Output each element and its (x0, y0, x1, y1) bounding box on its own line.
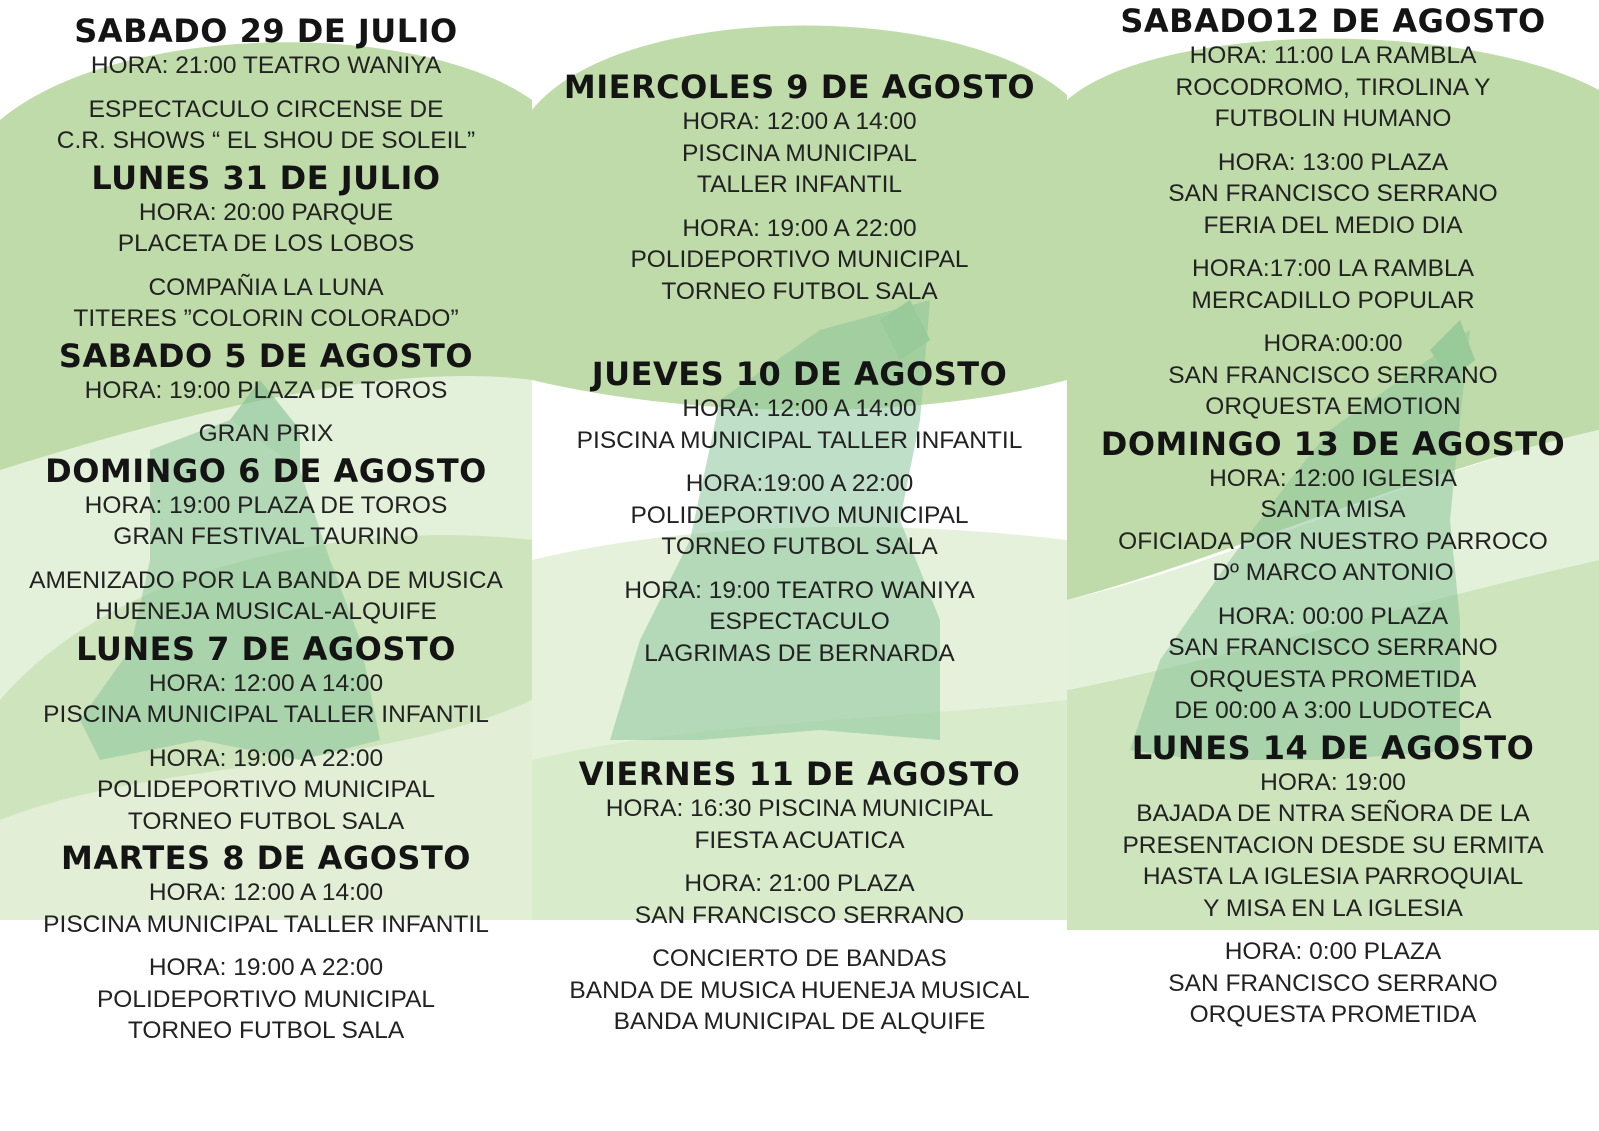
event-line: HORA: 12:00 A 14:00 (682, 395, 917, 422)
event-line: ORQUESTA PROMETIDA (1189, 1001, 1477, 1028)
event-line: HORA: 16:30 PISCINA MUNICIPAL (605, 795, 994, 822)
event-block (0, 418, 532, 450)
event-line: SANTA MISA (1260, 496, 1406, 523)
event-line: PISCINA MUNICIPAL TALLER INFANTIL (576, 426, 1023, 454)
event-line: POLIDEPORTIVO MUNICIPAL (630, 246, 969, 273)
event-block (1067, 328, 1599, 423)
event-line: HORA: 11:00 LA RAMBLA (1189, 42, 1477, 69)
day-section (1067, 728, 1599, 1031)
day-heading: LUNES 14 DE AGOSTO (1131, 728, 1535, 767)
event-block (1067, 253, 1599, 316)
day-section (0, 451, 532, 628)
event-line: SAN FRANCISCO SERRANO (1168, 180, 1498, 207)
event-block (0, 877, 532, 940)
event-line: FERIA DEL MEDIO DIA (1203, 211, 1463, 239)
event-block (0, 952, 532, 1047)
event-block (0, 94, 532, 157)
day-heading: DOMINGO 6 DE AGOSTO (45, 451, 487, 490)
event-block (532, 575, 1067, 670)
event-block (1067, 767, 1599, 925)
event-line: BAJADA DE NTRA SEÑORA DE LA (1136, 800, 1530, 827)
event-block (0, 197, 532, 260)
event-block (1067, 147, 1599, 242)
event-line: DE 00:00 A 3:00 LUDOTECA (1174, 697, 1492, 724)
event-line: HORA: 20:00 PARQUE (138, 198, 394, 226)
event-line: HORA:17:00 LA RAMBLA (1192, 255, 1474, 282)
event-block (1067, 936, 1599, 1031)
event-line: TORNEO FUTBOL SALA (661, 533, 938, 560)
day-heading: MIERCOLES 9 DE AGOSTO (563, 68, 1036, 106)
event-line: AMENIZADO POR LA BANDA DE MUSICA (29, 566, 503, 594)
event-block (0, 565, 532, 628)
event-line: TITERES ”COLORIN COLORADO” (73, 305, 459, 332)
event-block (532, 793, 1067, 856)
event-line: PRESENTACION DESDE SU ERMITA (1122, 831, 1544, 859)
event-block (0, 50, 532, 82)
event-line: HORA: 19:00 A 22:00 (148, 954, 384, 981)
event-block (532, 393, 1067, 456)
event-line: SAN FRANCISCO SERRANO (634, 901, 965, 929)
event-block (532, 106, 1067, 201)
event-line: ESPECTACULO CIRCENSE DE (88, 95, 444, 123)
spacer (532, 311, 1067, 357)
day-section (532, 357, 1067, 669)
event-line: HORA: 19:00 A 22:00 (148, 744, 384, 772)
day-heading: LUNES 7 DE AGOSTO (76, 629, 456, 668)
event-line: BANDA DE MUSICA HUENEJA MUSICAL (569, 976, 1030, 1004)
event-line: HORA: 13:00 PLAZA (1217, 148, 1449, 176)
day-section (0, 841, 532, 1047)
event-line: OFICIADA POR NUESTRO PARROCO (1118, 527, 1548, 555)
day-heading: SABADO 5 DE AGOSTO (58, 336, 474, 375)
event-line: HORA: 21:00 TEATRO WANIYA (90, 52, 442, 79)
event-line: C.R. SHOWS “ EL SHOU DE SOLEIL” (56, 127, 476, 154)
event-line: HORA: 19:00 PLAZA DE TOROS (84, 491, 448, 519)
day-heading: JUEVES 10 DE AGOSTO (591, 355, 1008, 393)
event-line: HORA: 00:00 PLAZA (1217, 602, 1449, 630)
event-line: HORA:19:00 A 22:00 (685, 470, 914, 497)
event-block (1067, 40, 1599, 135)
day-heading: VIERNES 11 DE AGOSTO (578, 755, 1021, 793)
day-section (0, 14, 532, 157)
event-line: HORA: 12:00 IGLESIA (1209, 464, 1457, 492)
day-section (0, 336, 532, 450)
event-line: Y MISA EN LA IGLESIA (1203, 894, 1463, 922)
schedule-column-2 (532, 0, 1067, 1131)
event-line: PISCINA MUNICIPAL (681, 139, 918, 167)
event-line: TORNEO FUTBOL SALA (661, 277, 938, 305)
event-line: ROCODROMO, TIROLINA Y (1175, 73, 1491, 101)
event-block (532, 468, 1067, 563)
day-heading: MARTES 8 DE AGOSTO (61, 839, 471, 877)
schedule-column-3 (1067, 0, 1599, 1131)
event-line: HORA: 0:00 PLAZA (1224, 938, 1442, 965)
day-section (1067, 4, 1599, 423)
event-line: HORA: 19:00 (1260, 768, 1406, 796)
event-line: FUTBOLIN HUMANO (1214, 105, 1452, 132)
event-block (1067, 463, 1599, 589)
event-block (0, 272, 532, 335)
event-line: GRAN PRIX (198, 420, 334, 447)
event-line: FIESTA ACUATICA (694, 826, 905, 854)
event-line: ESPECTACULO (709, 608, 890, 635)
event-line: CONCIERTO DE BANDAS (652, 945, 947, 972)
schedule-column-1 (0, 0, 532, 1131)
event-line: HORA: 21:00 PLAZA (684, 870, 915, 897)
event-line: Dº MARCO ANTONIO (1212, 559, 1454, 586)
event-line: HORA: 19:00 PLAZA DE TOROS (84, 376, 448, 404)
event-line: PISCINA MUNICIPAL TALLER INFANTIL (43, 701, 489, 728)
event-line: HASTA LA IGLESIA PARROQUIAL (1142, 863, 1524, 890)
event-line: HORA: 19:00 TEATRO WANIYA (624, 576, 975, 604)
event-line: HUENEJA MUSICAL-ALQUIFE (95, 598, 437, 625)
day-section (532, 757, 1067, 1038)
event-line: POLIDEPORTIVO MUNICIPAL (96, 985, 436, 1013)
event-line: SAN FRANCISCO SERRANO (1168, 969, 1498, 997)
day-heading: SABADO 29 DE JULIO (74, 12, 458, 50)
event-line: POLIDEPORTIVO MUNICIPAL (630, 501, 969, 529)
event-block (532, 868, 1067, 931)
day-section (0, 158, 532, 335)
day-section (1067, 424, 1599, 727)
day-section (532, 70, 1067, 307)
event-line: GRAN FESTIVAL TAURINO (113, 523, 419, 550)
event-line: COMPAÑIA LA LUNA (148, 273, 384, 301)
event-line: ORQUESTA PROMETIDA (1189, 665, 1477, 693)
event-block (0, 743, 532, 838)
day-section (0, 629, 532, 838)
event-line: HORA: 12:00 A 14:00 (148, 669, 384, 697)
event-line: SAN FRANCISCO SERRANO (1168, 634, 1498, 661)
spacer (532, 673, 1067, 757)
event-block (532, 213, 1067, 308)
event-line: HORA: 19:00 A 22:00 (682, 214, 917, 242)
day-heading: LUNES 31 DE JULIO (91, 158, 441, 197)
event-line: MERCADILLO POPULAR (1191, 286, 1475, 314)
event-block (1067, 601, 1599, 727)
event-line: LAGRIMAS DE BERNARDA (644, 639, 955, 667)
event-block (0, 668, 532, 731)
event-line: TALLER INFANTIL (696, 171, 903, 198)
event-line: HORA: 12:00 A 14:00 (148, 879, 384, 906)
event-block (0, 490, 532, 553)
event-line: SAN FRANCISCO SERRANO (1168, 361, 1498, 389)
event-line: POLIDEPORTIVO MUNICIPAL (96, 776, 436, 803)
event-line: ORQUESTA EMOTION (1205, 393, 1461, 420)
event-line: TORNEO FUTBOL SALA (127, 1017, 405, 1044)
event-block (0, 375, 532, 407)
event-line: TORNEO FUTBOL SALA (127, 807, 405, 835)
event-line: BANDA MUNICIPAL DE ALQUIFE (613, 1008, 986, 1035)
day-heading: SABADO12 DE AGOSTO (1120, 2, 1546, 40)
day-heading: DOMINGO 13 DE AGOSTO (1100, 424, 1566, 463)
event-line: HORA: 12:00 A 14:00 (682, 108, 917, 135)
event-line: PISCINA MUNICIPAL TALLER INFANTIL (43, 910, 489, 938)
event-line: HORA:00:00 (1263, 330, 1403, 357)
event-line: PLACETA DE LOS LOBOS (117, 230, 415, 257)
event-block (532, 943, 1067, 1038)
